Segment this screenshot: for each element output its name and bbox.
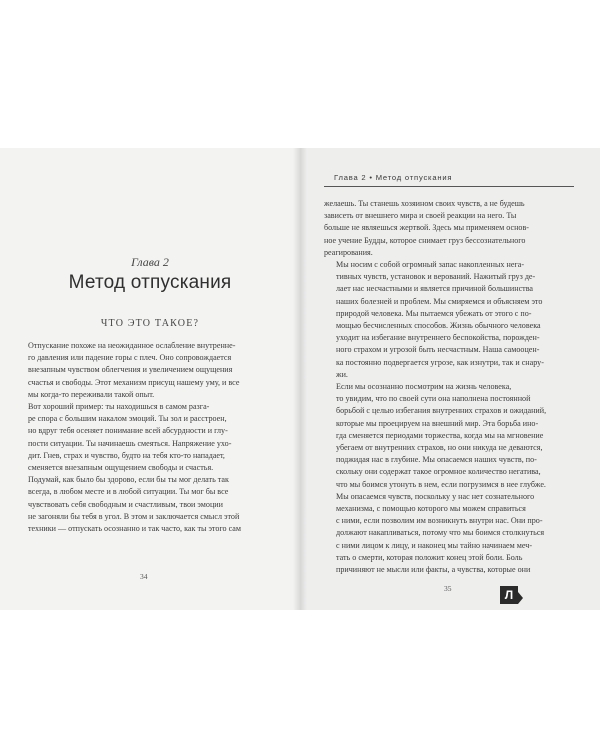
- section-title: ЧТО ЭТО ТАКОЕ?: [100, 318, 200, 329]
- text-line: пости ситуации. Ты начинаешь смеяться. Напряжение ухо-: [28, 438, 232, 448]
- text-line: тать о смерти, которая положит конец этой боли. Боль: [336, 552, 523, 562]
- paragraph: [324, 198, 572, 259]
- page-number-left: 34: [140, 572, 148, 581]
- text-line: уходит на избегание внутреннего беспокойства, порожден-: [336, 333, 540, 343]
- paragraph: [16, 340, 278, 401]
- text-line: тивных чувств, установок и верований. Нажитый груз де-: [336, 272, 536, 282]
- text-line: с ними, если позволим им возникнуть внутри нас. Они про-: [336, 516, 543, 526]
- publisher-logo-letter: Л: [504, 588, 514, 602]
- page-number-right: 35: [444, 584, 452, 593]
- publisher-logo-icon: [500, 586, 518, 604]
- text-line: скольку они содержат такое огромное количество негатива,: [336, 467, 541, 477]
- text-line: мы когда-то переживали такой опыт.: [28, 389, 155, 399]
- text-line: желаешь. Ты станешь хозяином своих чувств, а не будешь: [324, 199, 525, 208]
- text-line: ного страхом и угрозой быть несчастным. Наша самооцен-: [336, 345, 540, 355]
- text-line: поджидая нас в глубине. Мы опасаемся наших чувств, по-: [336, 455, 537, 465]
- text-line: Отпускание похоже на неожиданное ослабление внутренне-: [28, 341, 236, 350]
- running-head: Глава 2 • Метод отпускания: [334, 173, 453, 182]
- text-line: то увидим, что по своей сути она наполнена постоянной: [336, 394, 531, 404]
- text-line: чувствовать себя свободным и счастливым, твои эмоции: [28, 499, 223, 509]
- text-line: ре спора с большим накалом эмоций. Ты зол и расстроен,: [28, 414, 227, 424]
- text-line: больше не являешься жертвой. Здесь мы применяем основ-: [324, 223, 529, 233]
- text-line: с ними лицом к лицу, и наконец мы тайно начинаем меч-: [336, 540, 533, 550]
- text-line: дит. Гнев, страх и чувство, будто на тебя кто-то нападает,: [28, 450, 225, 460]
- text-line: Подумай, как было бы здорово, если бы ты мог делать так: [28, 475, 229, 485]
- book-gutter: [293, 148, 307, 610]
- text-line: не загоняли бы тебя в угол. В этом и заключается смысл этой: [28, 511, 240, 521]
- text-line: Если мы осознанно посмотрим на жизнь человека,: [336, 382, 512, 392]
- text-line: убегаем от внутренних страхов, но они никуда не деваются,: [336, 443, 543, 453]
- text-line: но вдруг тебя осеняет понимание всей абсурдности и глу-: [28, 426, 228, 436]
- text-line: жи.: [336, 369, 348, 379]
- text-line: Вот хороший пример: ты находишься в самом разга-: [28, 402, 210, 412]
- text-line: мощью бесчисленных способов. Жизнь обычного человека: [336, 321, 541, 331]
- text-line: зависеть от внешнего мира и своей реакции на него. Ты: [324, 211, 517, 221]
- text-line: внезапным чувством облегчения и увеличением ощущения: [28, 365, 233, 375]
- text-line: гда сменяется периодами торжества, когда мы на мгновение: [336, 430, 544, 440]
- text-line: реагирования.: [324, 247, 373, 257]
- text-line: наших болезней и проблем. Мы смиряемся и объясняем это: [336, 296, 543, 306]
- paragraph: [16, 474, 278, 535]
- text-line: механизма, с помощью которого мы можем справиться: [336, 504, 526, 514]
- text-line: причиняют не мысли или факты, а чувства, которые они: [336, 565, 531, 575]
- paragraph: [324, 259, 572, 381]
- text-line: лает нас несчастными и является причиной большинства: [336, 284, 534, 294]
- text-line: Мы носим с собой огромный запас накопленных нега-: [336, 260, 525, 270]
- text-line: го давления или падение горы с плеч. Оно сопровождается: [28, 353, 232, 363]
- right-page-body: [324, 198, 572, 576]
- text-line: всегда, в любом месте и в любой ситуации. Ты мог бы все: [28, 487, 229, 497]
- text-line: должают накапливаться, потому что мы боимся столкнуться: [336, 528, 545, 538]
- text-line: которые мы проецируем на внешний мир. Эта борьба ино-: [336, 418, 539, 428]
- chapter-label: Глава 2: [131, 255, 169, 269]
- text-line: борьбой с целью избегания внутренних страхов и ожиданий,: [336, 406, 547, 416]
- chapter-title: Метод отпускания: [68, 272, 232, 293]
- text-line: счастья и свободы. Этот механизм присущ нашему уму, и все: [28, 377, 240, 387]
- text-line: ное учение Будды, которое снимает груз бессознательного: [324, 235, 526, 245]
- running-head-rule: [324, 186, 574, 187]
- paragraph: [324, 381, 572, 576]
- left-page-body: [16, 340, 278, 535]
- text-line: техники — отпускать осознанно и так часто, как ты этого сам: [28, 524, 241, 534]
- text-line: ка постоянно подвергается угрозе, как изнутри, так и снару-: [336, 357, 544, 367]
- text-line: сменяется внезапным ощущением свободы и счастья.: [28, 463, 214, 473]
- text-line: что мы боимся утонуть в нем, если погрузимся в нее глубже.: [336, 479, 546, 489]
- text-line: природой человека. Мы пытаемся убежать от этого с по-: [336, 308, 532, 318]
- text-line: Мы опасаемся чувств, поскольку у нас нет сознательного: [336, 491, 535, 501]
- paragraph: [16, 401, 278, 474]
